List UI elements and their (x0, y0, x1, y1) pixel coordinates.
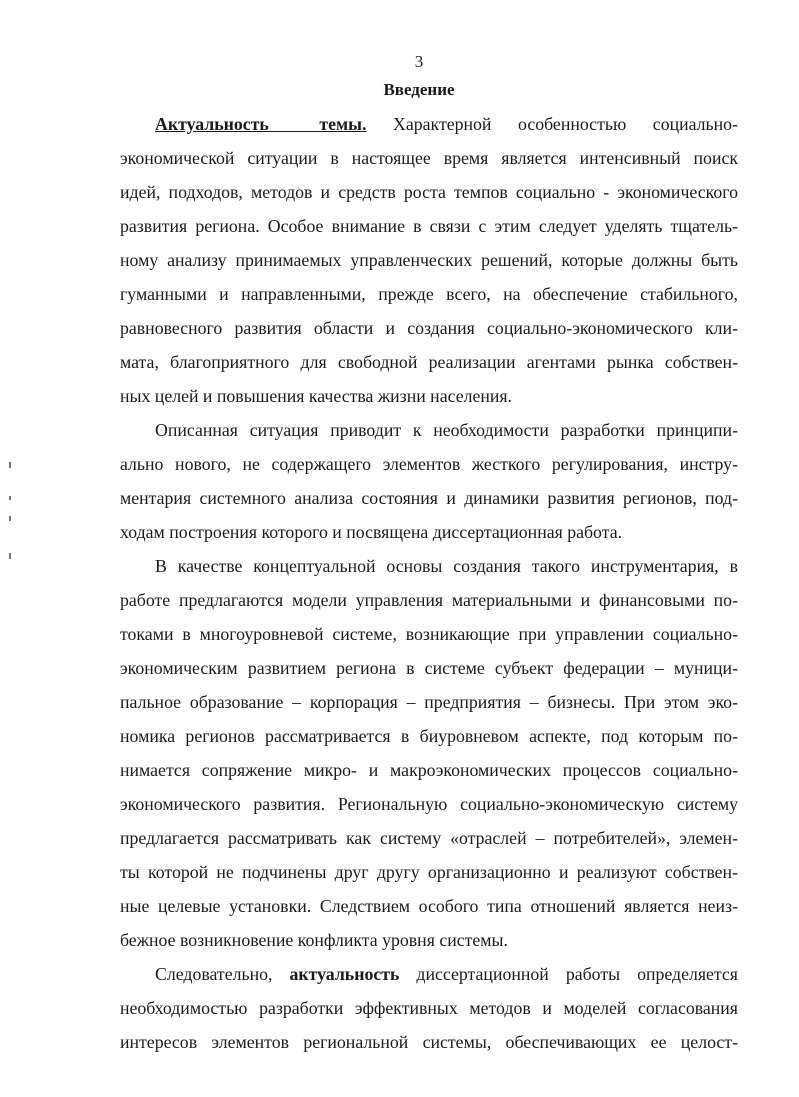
paragraph-4-line: необходимостью разработки эффективных методов и моделей согласования (120, 998, 738, 1018)
paragraph-4-line: интересов элементов региональной системы, обеспечивающих ее целост- (120, 1032, 738, 1052)
page-number: 3 (414, 52, 424, 71)
paragraph-1-line-1: Актуальность темы. Характерной особенностью социально- (155, 114, 738, 134)
paragraph-2-line: Описанная ситуация приводит к необходимости разработки принципи- (155, 420, 738, 440)
paragraph-3-line: пальное образование – корпорация – предприятия – бизнесы. При этом эко- (120, 692, 738, 712)
paragraph-1-line: равновесного развития области и создания социально-экономического кли- (120, 318, 738, 338)
paragraph-3-line: экономического развития. Региональную социально-экономическую систему (120, 794, 738, 814)
paragraph-2-line: ходам построения которого и посвящена диссертационная работа. (120, 522, 623, 542)
paragraph-1-line: развития региона. Особое внимание в связи с этим следует уделять тщатель- (120, 216, 738, 236)
paragraph-3-line: ты которой не подчинены друг другу организационно и реализуют собствен- (120, 862, 738, 882)
paragraph-3-line: токами в многоуровневой системе, возникающие при управлении социально- (120, 624, 738, 644)
paragraph-3-line: В качестве концептуальной основы создания такого инструментария, в (155, 556, 738, 576)
paragraph-1-line: идей, подходов, методов и средств роста темпов социально - экономического (120, 182, 738, 202)
paragraph-1-line: экономической ситуации в настоящее время является интенсивный поиск (120, 148, 738, 168)
paragraph-4-line-1: Следовательно, актуальность диссертационной работы определяется (155, 964, 738, 984)
paragraph-2-line: ментария системного анализа состояния и динамики развития регионов, под- (120, 488, 738, 508)
paragraph-3-line: ные целевые установки. Следствием особого типа отношений является неиз- (120, 896, 738, 916)
paragraph-3-line: работе предлагаются модели управления материальными и финансовыми по- (120, 590, 738, 610)
paragraph-2-line: ально нового, не содержащего элементов жесткого регулирования, инстру- (120, 454, 738, 474)
relevance-keyword: актуальность (289, 964, 400, 984)
paragraph-1-line: ному анализу принимаемых управленческих решений, которые должны быть (120, 250, 738, 270)
paragraph-1-line: ных целей и повышения качества жизни населения. (120, 386, 513, 406)
scan-mark (9, 553, 11, 559)
paragraph-1-line: мата, благоприятного для свободной реализации агентами рынка собствен- (120, 352, 738, 372)
paragraph-3-line: нимается сопряжение микро- и макроэкономических процессов социально- (120, 760, 738, 780)
paragraph-3-line: номика регионов рассматривается в биуровневом аспекте, под которым по- (120, 726, 738, 746)
relevance-lead: Актуальность темы. (155, 114, 367, 134)
paragraph-3-line: бежное возникновение конфликта уровня системы. (120, 930, 508, 950)
scan-mark (9, 496, 11, 500)
section-heading: Введение (383, 80, 455, 99)
scan-mark (9, 462, 11, 468)
paragraph-3-line: экономическим развитием региона в системе субъект федерации – муници- (120, 658, 738, 678)
document-body (120, 107, 738, 1059)
scan-mark (9, 516, 11, 521)
paragraph-3-line: предлагается рассматривать как систему «отраслей – потребителей», элемен- (120, 828, 738, 848)
paragraph-1-line: гуманными и направленными, прежде всего, на обеспечение стабильного, (120, 284, 738, 304)
